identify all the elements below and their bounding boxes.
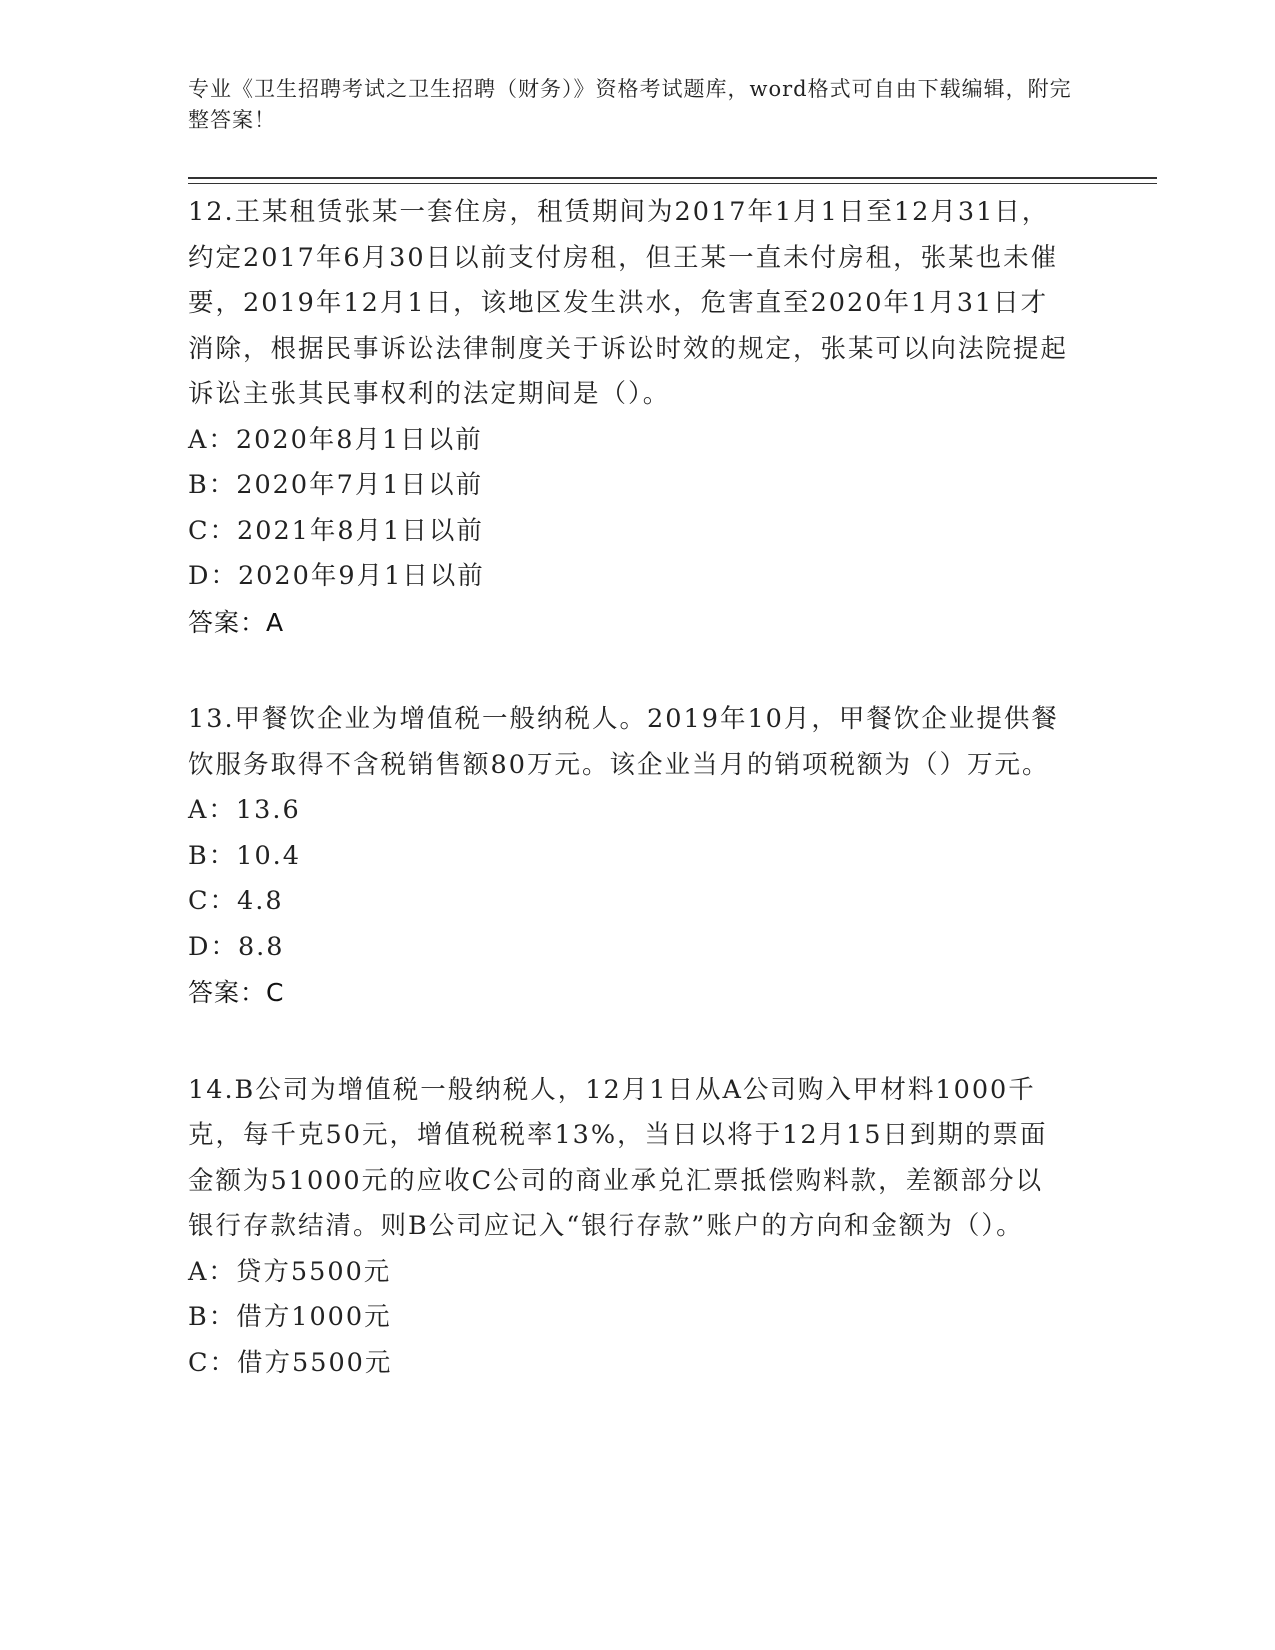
- option-a: A：2020年8月1日以前: [188, 424, 483, 455]
- question-stem: 12.王某租赁张某一套住房，租赁期间为2017年1月1日至12月31日，约定2017年6月30日以前支付房租，但王某一直未付房租，张某也未催要，2019年12月1日，该地区发生洪水，危害直至2020年1月31日才消除，根据民事诉讼法律制度关于诉讼时效的规定，张某可以向法院提起诉讼主张其民事权利的法定期间是（）。: [188, 197, 1069, 409]
- option-d: D：2020年9月1日以前: [188, 561, 485, 591]
- option-b: B：借方1000元: [188, 1302, 392, 1332]
- answer-label: 答案：C: [188, 978, 285, 1007]
- question-14: [188, 1068, 1068, 1387]
- question-stem: 14.B公司为增值税一般纳税人，12月1日从A公司购入甲材料1000千克，每千克50元，增值税税率13%，当日以将于12月15日到期的票面金额为51000元的应收C公司的商业承兑汇票抵偿购料款，差额部分以银行存款结清。则B公司应记入“银行存款”账户的方向和金额为（）。: [188, 1074, 1048, 1241]
- option-c: C：4.8: [188, 886, 284, 916]
- option-d: D：8.8: [188, 931, 285, 962]
- option-c: C：借方5500元: [188, 1347, 393, 1378]
- header-divider: [188, 177, 1157, 179]
- option-a: A：贷方5500元: [188, 1256, 392, 1287]
- question-12: [188, 190, 1068, 645]
- answer-label: 答案：A: [188, 607, 285, 637]
- option-b: B：10.4: [188, 840, 302, 871]
- question-13: [188, 697, 1068, 1016]
- option-b: B：2020年7月1日以前: [188, 470, 484, 500]
- document-header: 专业《卫生招聘考试之卫生招聘（财务）》资格考试题库，word格式可自由下载编辑，附完整答案！: [188, 77, 1072, 132]
- question-stem: 13.甲餐饮企业为增值税一般纳税人。2019年10月，甲餐饮企业提供餐饮服务取得不含税销售额80万元。该企业当月的销项税额为（）万元。: [188, 704, 1059, 780]
- question-list: [188, 190, 1068, 1438]
- option-c: C：2021年8月1日以前: [188, 515, 484, 546]
- header-divider-thin: [188, 183, 1157, 184]
- option-a: A：13.6: [188, 795, 301, 825]
